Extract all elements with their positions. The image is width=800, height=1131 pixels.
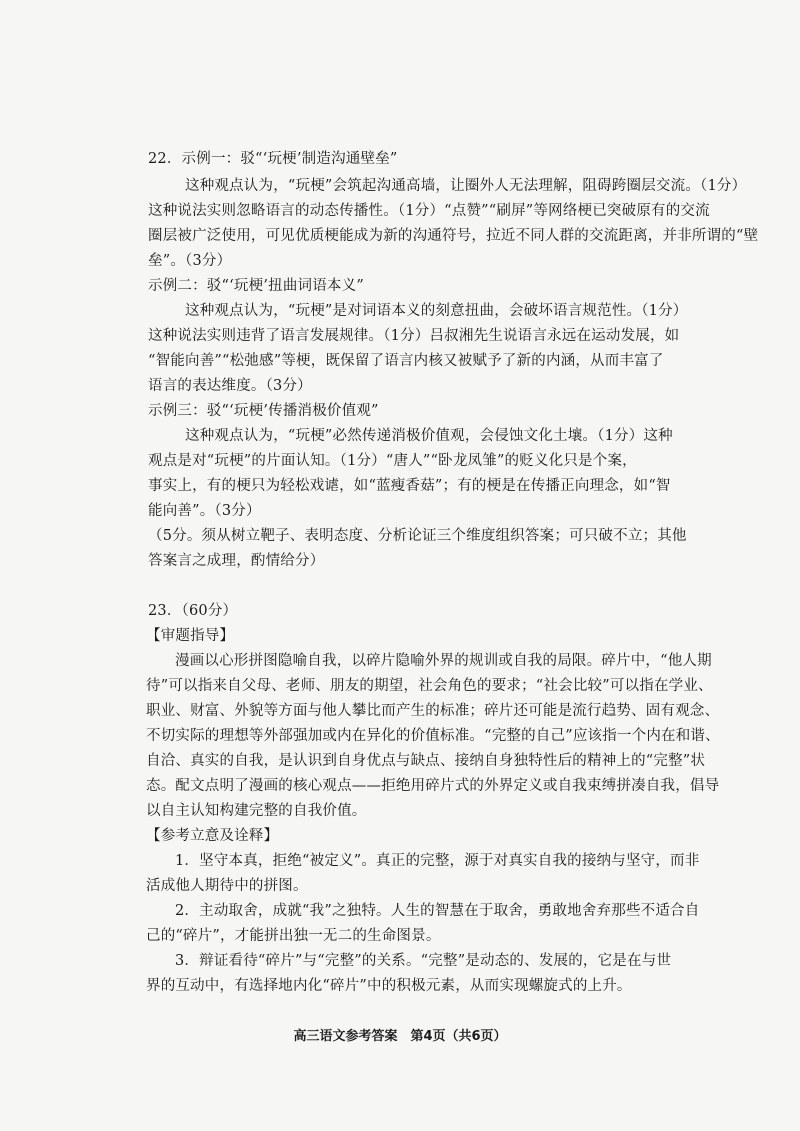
- q22-ex1-line: 垒”。（3分）: [148, 253, 232, 269]
- q22-ex2-line: “智能向善”“松弛感”等梗，既保留了语言内核又被赋予了新的内涵，从而丰富了: [148, 353, 664, 369]
- q22-ex3-title: 示例三：驳“‘玩梗’传播消极价值观”: [148, 403, 379, 419]
- q22-ex2-line: 这种说法实则违背了语言发展规律。（1分）吕叔湘先生说语言永远在运动发展，如: [148, 328, 680, 344]
- q22-ex1-line: 圈层被广泛使用，可见优质梗能成为新的沟通符号，拉近不同人群的交流距离，并非所谓的“壁: [148, 228, 759, 244]
- q23-ref-line: 己的“碎片”，才能拼出独一无二的生命图景。: [146, 928, 441, 944]
- q23-ref-line: 活成他人期待中的拼图。: [146, 878, 308, 894]
- q23-ref-title: 【参考立意及诠释】: [146, 828, 279, 844]
- q22-ex2-line: 语言的表达维度。（3分）: [148, 378, 312, 394]
- q22-ex3-line: 能向善”。（3分）: [148, 503, 261, 519]
- q23-ref-line: 2．主动取舍，成就“我”之独特。人生的智慧在于取舍，勇敢地舍弃那些不适合自: [175, 903, 700, 919]
- q23-ref-line: 1．坚守本真，拒绝“被定义”。真正的完整，源于对真实自我的接纳与坚守，而非: [175, 853, 700, 869]
- q23-guide-line: 以自主认知构建完整的自我价值。: [146, 803, 367, 819]
- q22-ex3-line: 事实上，有的梗只为轻松戏谑，如“蓝瘦香菇”；有的梗是在传播正向理念，如“智: [148, 478, 671, 494]
- q23-guide-line: 待”可以指来自父母、老师、朋友的期望，社会角色的要求；“社会比较”可以指在学业、: [146, 678, 713, 694]
- q23-guide-title: 【审题指导】: [146, 628, 235, 644]
- q22-ex2-line: 这种观点认为，“玩梗”是对词语本义的刻意扭曲，会破坏语言规范性。（1分）: [185, 303, 688, 319]
- q23-guide-line: 职业、财富、外貌等方面与他人攀比而产生的标准；碎片还可能是流行趋势、固有观念、: [146, 703, 720, 719]
- q22-ex3-line: 观点是对“玩梗”的片面认知。（1分）“唐人”“卧龙凤雏”的贬义化只是个案，: [148, 453, 637, 469]
- q22-ex1-line: 这种说法实则忽略语言的动态传播性。（1分）“点赞”“刷屏”等网络梗已突破原有的交流: [148, 203, 710, 219]
- q22-heading: 22．示例一：驳“‘玩梗’制造沟通壁垒”: [148, 151, 398, 167]
- q23-guide-line: 漫画以心形拼图隐喻自我，以碎片隐喻外界的规训或自我的局限。碎片中，“他人期: [175, 653, 712, 669]
- page-footer: 高三语文参考答案 第4页（共6页）: [293, 1029, 507, 1044]
- q22-scoring-note: 答案言之成理，酌情给分）: [148, 553, 325, 569]
- q23-ref-line: 3．辩证看待“碎片”与“完整”的关系。“完整”是动态的、发展的，它是在与世: [175, 953, 672, 969]
- q22-ex1-line: 这种观点认为，“玩梗”会筑起沟通高墙，让圈外人无法理解，阻碍跨圈层交流。（1分）: [185, 178, 747, 194]
- q23-guide-line: 态。配文点明了漫画的核心观点——拒绝用碎片式的外界定义或自我束缚拼凑自我，倡导: [146, 778, 720, 794]
- q22-ex2-title: 示例二：驳“‘玩梗’扭曲词语本义”: [148, 278, 364, 294]
- q23-guide-line: 自洽、真实的自我，是认识到自身优点与缺点、接纳自身独特性后的精神上的“完整”状: [146, 753, 706, 769]
- q22-ex3-line: 这种观点认为，“玩梗”必然传递消极价值观，会侵蚀文化土壤。（1分）这种: [185, 428, 673, 444]
- q23-guide-line: 不切实际的理想等外部强加或内在异化的价值标准。“完整的自己”应该指一个内在和谐、: [146, 728, 720, 744]
- q23-ref-line: 界的互动中，有选择地内化“碎片”中的积极元素，从而实现螺旋式的上升。: [146, 978, 632, 994]
- q22-scoring-note: （5分。须从树立靶子、表明态度、分析论证三个维度组织答案；可只破不立；其他: [148, 528, 687, 544]
- q23-heading: 23．（60分）: [148, 603, 238, 619]
